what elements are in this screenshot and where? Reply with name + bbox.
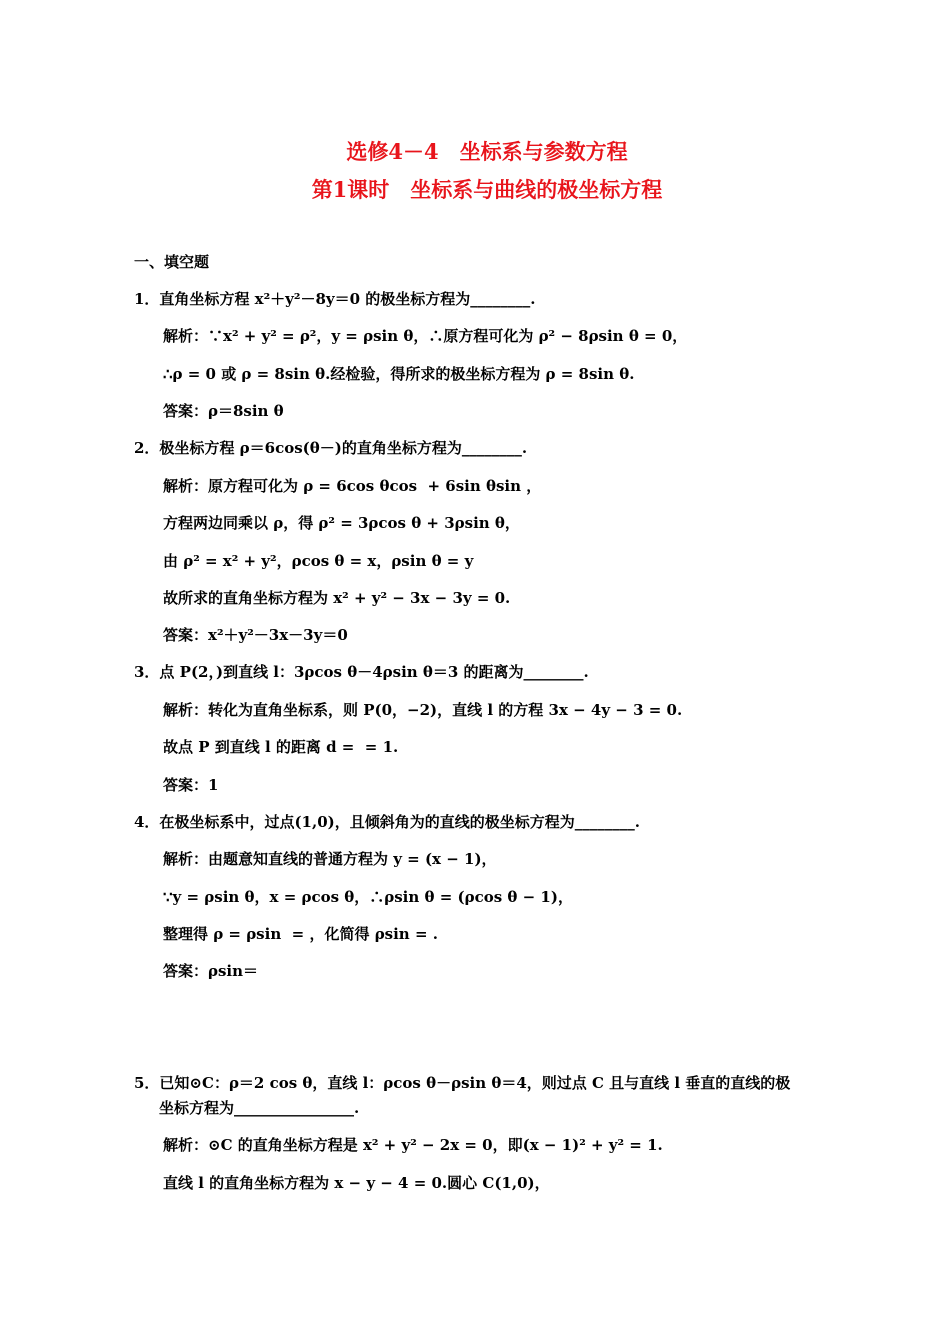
- answer-2: 答案：x²＋y²－3x－3y＝0: [163, 626, 348, 644]
- analysis-1: 解析：∵x² + y² = ρ²，y = ρsin θ，∴原方程可化为 ρ² − 8ρsin θ = 0，: [163, 327, 688, 345]
- analysis-4: 解析：由题意知直线的普通方程为 y = (x − 1)，: [163, 850, 497, 868]
- question-1: 1．直角坐标方程 x²＋y²－8y＝0 的极坐标方程为________.: [134, 290, 536, 308]
- answer-1: 答案：ρ＝8sin θ: [163, 402, 284, 420]
- answer-3: 答案：1: [163, 776, 219, 794]
- section-heading: 一、填空题: [134, 253, 210, 271]
- analysis-4-line-3: 整理得 ρ = ρsin = ，化简得 ρsin = .: [163, 925, 438, 943]
- analysis-3: 解析：转化为直角坐标系，则 P(0，−2)，直线 l 的方程 3x − 4y − 3 = 0.: [163, 701, 683, 719]
- question-5: 5．已知⊙C：ρ＝2 cos θ，直线 l：ρcos θ－ρsin θ＝4，则过点 C 且与直线 l 垂直的直线的极: [134, 1074, 791, 1092]
- analysis-1-line-2: ∴ρ = 0 或 ρ = 8sin θ.经检验，得所求的极坐标方程为 ρ = 8sin θ.: [163, 365, 635, 383]
- page-subtitle: 第1课时 坐标系与曲线的极坐标方程: [311, 177, 663, 202]
- answer-4: 答案：ρsin＝: [163, 962, 259, 980]
- question-2: 2．极坐标方程 ρ＝6cos(θ－)的直角坐标方程为________.: [134, 439, 528, 457]
- analysis-5-line-2: 直线 l 的直角坐标方程为 x − y − 4 = 0.圆心 C(1,0)，: [163, 1174, 550, 1192]
- analysis-2: 解析：原方程可化为 ρ = 6cos θcos + 6sin θsin ，: [163, 477, 542, 495]
- analysis-3-line-2: 故点 P 到直线 l 的距离 d = = 1.: [163, 738, 399, 756]
- analysis-2-line-3: 由 ρ² = x² + y²，ρcos θ = x，ρsin θ = y: [163, 552, 474, 570]
- analysis-2-line-4: 故所求的直角坐标方程为 x² + y² − 3x − 3y = 0.: [163, 589, 511, 607]
- analysis-4-line-2: ∵y = ρsin θ，x = ρcos θ，∴ρsin θ = (ρcos θ − 1)，: [163, 888, 573, 906]
- analysis-5: 解析：⊙C 的直角坐标方程是 x² + y² − 2x = 0，即(x − 1)² + y² = 1.: [163, 1136, 663, 1154]
- question-5-line-2: 坐标方程为________________.: [159, 1099, 360, 1117]
- question-3: 3．点 P(2，)到直线 l：3ρcos θ－4ρsin θ＝3 的距离为________.: [134, 663, 589, 681]
- question-4: 4．在极坐标系中，过点(1,0)，且倾斜角为的直线的极坐标方程为________.: [134, 813, 640, 831]
- page-title: 选修4－4 坐标系与参数方程: [346, 139, 628, 164]
- analysis-2-line-2: 方程两边同乘以 ρ，得 ρ² = 3ρcos θ + 3ρsin θ，: [163, 514, 520, 532]
